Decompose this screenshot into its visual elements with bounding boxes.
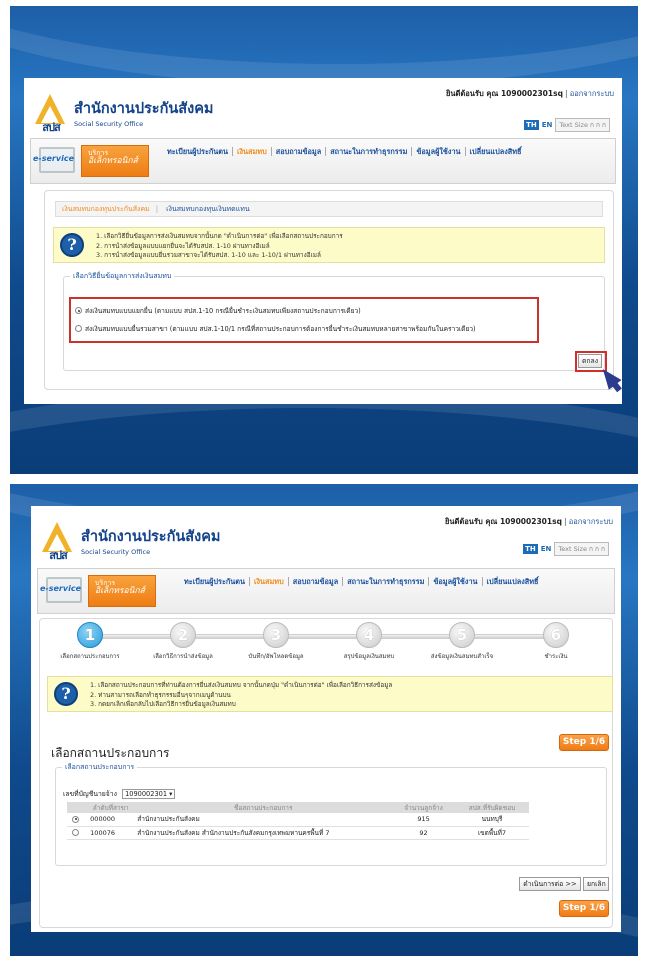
highlight-box [69,297,539,343]
info-list: 1. เลือกสถานประกอบการที่ท่านต้องการยื่นส่งเงินสมทบ จากนั้นกดปุ่ม "ดำเนินการต่อ" เพื่อเลือกวิธีการส่งข้อมูล 2. ท่านสามารถเลือกทำธุรกรรมอื่นๆจากเมนูด้านบน 3. กดยกเลิกเพื่อกลับไปเลือกวิธีการยื่นข้อมูลเงินสมทบ [90,681,393,708]
logout-link[interactable]: ออกจากระบบ [569,89,614,98]
logo-mark-icon: สปส [30,92,70,132]
table-row[interactable]: 100076 สำนักงานประกันสังคม สำนักงานประกันสังคมกรุงเทพมหานครพื้นที่ 7 92 เขตพื้นที่7 [67,826,529,839]
text-size-control[interactable]: Text Size ก ก ก [554,542,609,556]
welcome-text: ยินดีต้อนรับ คุณ [446,89,499,98]
username: 1090002301sq [500,89,563,98]
lang-en-button[interactable]: EN [541,121,553,129]
nav-bar [37,568,615,614]
menu-user-info[interactable]: ข้อมูลผู้ใช้งาน [412,147,465,156]
question-icon: ? [54,682,78,706]
cancel-button[interactable]: ยกเลิก [583,877,609,891]
menu-transaction-status[interactable]: สถานะในการทำธุรกรรม [343,577,429,586]
info-box [53,227,605,263]
step-6: 6 ชำระเงิน [511,622,601,661]
step-indicator-button-bottom[interactable]: Step 1/6 [559,900,609,917]
browser-page [24,78,622,404]
col-branch: ลำดับที่สาขา [87,802,134,813]
main-menu [163,147,525,156]
lang-th-button[interactable]: TH [525,545,536,553]
tab-compensation-fund[interactable]: เงินสมทบกองทุนเงินทดแทน [166,204,250,213]
submission-method-legend: เลือกวิธียื่นข้อมูลการส่งเงินสมทบ [73,272,172,280]
logo-english-name: Social Security Office [74,119,144,128]
col-employees: จำนวนลูกจ้าง [392,802,455,813]
menu-change-rights[interactable]: เปลี่ยนแปลงสิทธิ์ [486,577,539,586]
establishment-legend: เลือกสถานประกอบการ [65,763,135,771]
continue-button[interactable]: ดำเนินการต่อ >> [519,877,581,891]
step-4: 4 สรุปข้อมูลเงินสมทบ [324,622,414,661]
screenshot-panel-1 [10,6,638,474]
establishment-table [67,802,529,840]
logo-thai-name: สำนักงานประกันสังคม [74,100,214,117]
ok-button[interactable]: ตกลง [578,354,602,368]
tab-social-security-fund[interactable]: เงินสมทบกองทุนประกันสังคม [62,204,150,213]
menu-transaction-status[interactable]: สถานะในการทำธุรกรรม [326,147,412,156]
menu-insured-registry[interactable]: ทะเบียนผู้ประกันตน [180,577,250,586]
text-size-control[interactable]: Text Size ก ก ก [555,118,610,132]
lang-en-button[interactable]: EN [540,545,552,553]
eservice-badge: e-service [40,577,86,607]
info-list: 1. เลือกวิธียื่นข้อมูลการส่งเงินสมทบจากนั้นกด "ดำเนินการต่อ" เพื่อเลือกสถานประกอบการ 2. การนำส่งข้อมูลแบบแยกยื่นจะได้รับสปส. 1-10 ผ่านทางอีเมล์ 3. การนำส่งข้อมูลแบบยื่นรวมสาขาจะได้รับสปส. 1-10 และ 1-10/1 ผ่านทางอีเมล์ [96,232,343,259]
user-bar: ยินดีต้อนรับ คุณ 1090002301sq | ออกจากระบบ [446,89,614,98]
eservice-banner: บริการ อิเล็กทรอนิกส์ [88,575,156,607]
sso-logo[interactable] [30,92,213,132]
page-title: เลือกสถานประกอบการ [51,746,170,760]
step-1: 1 เลือกสถานประกอบการ [45,622,135,661]
language-bar [524,118,610,132]
step-3: 3 บันทึก/อัพโหลดข้อมูล [231,622,321,661]
dropdown-arrow-icon: ▾ [169,790,173,798]
option-separate-filing[interactable]: ส่งเงินสมทบแบบแยกยื่น (ตามแบบ สปส.1-10 กรณียื่นชำระเงินสมทบเพียงสถานประกอบการเดียว) [75,305,361,316]
info-box [47,676,613,712]
account-label: เลขที่บัญชีนายจ้าง [63,790,117,798]
step-2: 2 เลือกวิธีการนำส่งข้อมูล [138,622,228,661]
col-office: สปส.ที่รับผิดชอบ [455,802,529,813]
menu-change-rights[interactable]: เปลี่ยนแปลงสิทธิ์ [469,147,522,156]
step-5: 5 ส่งข้อมูลเงินสมทบสำเร็จ [417,622,507,661]
main-menu [180,577,542,586]
language-bar [523,542,609,556]
radio-combined-branch[interactable] [75,325,82,332]
option-combined-branch[interactable]: ส่งเงินสมทบแบบยื่นรวมสาขา (ตามแบบ สปส.1-10/1 กรณีที่สถานประกอบการต้องการยื่นชำระเงินสมทบหลายสาขาพร้อมกันในคราวเดียว) [75,323,476,334]
table-row[interactable]: 000000 สำนักงานประกันสังคม 915 นนทบุรี [67,813,529,826]
lang-th-button[interactable]: TH [526,121,537,129]
eservice-badge: e-service [33,147,79,177]
logout-link[interactable]: ออกจากระบบ [568,517,613,526]
menu-contributions[interactable]: เงินสมทบ [250,577,289,586]
table-header-row [67,802,529,813]
browser-page [31,506,621,932]
content-card [44,190,614,390]
fund-tabs: เงินสมทบกองทุนประกันสังคม | เงินสมทบกองทุนเงินทดแทน [55,201,603,217]
account-select[interactable]: 1090002301 ▾ [122,789,175,799]
account-row [63,788,175,799]
logo-mark-icon: สปส [37,520,77,560]
question-icon: ? [60,233,84,257]
progress-steps [45,622,601,662]
row-radio[interactable] [72,829,79,836]
col-name: ชื่อสถานประกอบการ [134,802,392,813]
step-indicator-button[interactable]: Step 1/6 [559,734,609,751]
user-bar: ยินดีต้อนรับ คุณ 1090002301sq | ออกจากระบบ [445,517,613,526]
background-swoosh [10,6,638,86]
menu-insured-registry[interactable]: ทะเบียนผู้ประกันตน [163,147,233,156]
menu-inquiry[interactable]: สอบถามข้อมูล [289,577,343,586]
eservice-banner: บริการ อิเล็กทรอนิกส์ [81,145,149,177]
radio-separate-filing[interactable] [75,307,82,314]
sso-logo[interactable]: สปส สำนักงานประกันสังคม Social Security Office [37,520,220,560]
username: 1090002301sq [499,517,562,526]
row-radio[interactable] [72,816,79,823]
nav-bar [30,138,616,184]
menu-inquiry[interactable]: สอบถามข้อมูล [272,147,326,156]
screenshot-panel-2 [10,484,638,956]
menu-user-info[interactable]: ข้อมูลผู้ใช้งาน [429,577,482,586]
menu-contributions[interactable]: เงินสมทบ [233,147,272,156]
